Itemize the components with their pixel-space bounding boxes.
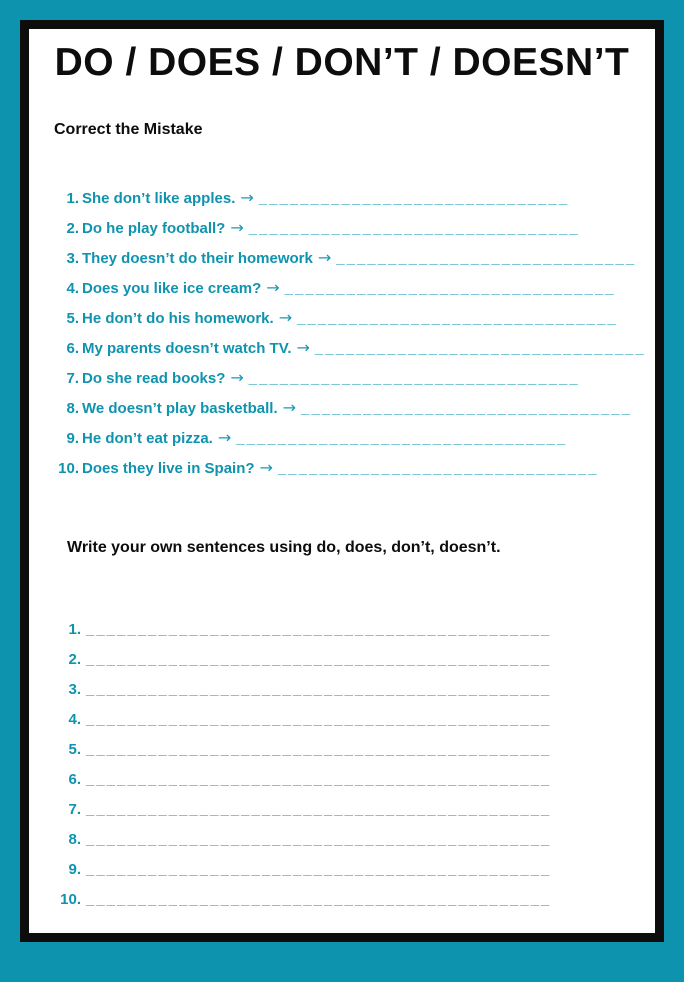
answer-blank-line[interactable]: _____________________________ [336, 250, 637, 267]
right-arrow-icon: → [259, 458, 273, 477]
page-title: DO / DOES / DON’T / DOESN’T [54, 41, 630, 84]
item-number: 6. [68, 771, 81, 788]
right-arrow-icon: → [266, 278, 280, 297]
correct-item-4 [53, 273, 631, 303]
answer-blank-line[interactable]: ______________________________ [258, 190, 570, 207]
sentence-blank-line[interactable]: _____________________________________________ [86, 771, 552, 788]
write-item-9 [53, 855, 631, 885]
answer-blank-line[interactable]: ________________________________ [284, 280, 616, 297]
item-sentence: My parents doesn’t watch TV. [82, 340, 292, 357]
sentence-blank-line[interactable]: _____________________________________________ [86, 741, 552, 758]
answer-blank-line[interactable]: ________________________________ [248, 370, 580, 387]
sentence-blank-line[interactable]: _____________________________________________ [86, 831, 552, 848]
item-sentence: Does you like ice cream? [82, 280, 262, 297]
item-number: 9. [66, 430, 79, 447]
sentence-blank-line[interactable]: _____________________________________________ [86, 891, 552, 908]
right-arrow-icon: → [230, 218, 244, 237]
right-arrow-icon: → [217, 428, 232, 447]
right-arrow-icon: → [240, 188, 254, 207]
correct-item-1 [53, 183, 631, 213]
sentence-blank-line[interactable]: _____________________________________________ [86, 651, 552, 668]
item-number: 9. [68, 861, 81, 878]
item-number: 7. [68, 801, 81, 818]
answer-blank-line[interactable]: ________________________________ [248, 220, 580, 237]
item-number: 10. [58, 460, 79, 477]
answer-blank-line[interactable]: ________________________________ [236, 430, 568, 447]
item-number: 5. [68, 741, 81, 758]
item-number: 8. [66, 400, 79, 417]
item-number: 2. [66, 220, 79, 237]
correct-item-8 [53, 393, 631, 423]
item-sentence: Do she read books? [82, 370, 226, 387]
correct-item-3 [53, 243, 637, 273]
item-sentence: Do he play football? [82, 220, 226, 237]
item-number: 4. [68, 711, 81, 728]
sentence-blank-line[interactable]: _____________________________________________ [86, 711, 552, 728]
write-item-6 [53, 765, 631, 795]
sentence-blank-line[interactable]: _____________________________________________ [86, 801, 552, 818]
write-item-5 [53, 735, 631, 765]
write-item-8 [53, 825, 631, 855]
item-number: 7. [66, 370, 79, 387]
item-sentence: We doesn’t play basketball. [82, 400, 278, 417]
write-item-3 [53, 675, 631, 705]
sentence-blank-line[interactable]: _____________________________________________ [86, 681, 552, 698]
item-sentence: She don’t like apples. [82, 190, 236, 207]
answer-blank-line[interactable]: _______________________________ [297, 310, 618, 327]
answer-blank-line[interactable]: _______________________________ [277, 460, 599, 477]
item-number: 3. [66, 250, 79, 267]
correct-item-7 [53, 363, 631, 393]
item-number: 2. [68, 651, 81, 668]
write-item-4 [53, 705, 631, 735]
right-arrow-icon: → [282, 398, 297, 417]
section-write-heading: Write your own sentences using do, does, don’t, doesn’t. [67, 539, 501, 556]
item-sentence: Does they live in Spain? [82, 460, 255, 477]
item-number: 1. [66, 190, 79, 207]
correct-item-2 [53, 213, 631, 243]
correct-item-9 [53, 423, 631, 453]
write-own-sentences-list [53, 615, 631, 915]
write-item-2 [53, 645, 631, 675]
item-sentence: He don’t do his homework. [82, 310, 274, 327]
correct-item-6 [53, 333, 646, 363]
answer-blank-line[interactable]: ________________________________ [301, 400, 632, 417]
right-arrow-icon: → [230, 368, 244, 387]
answer-blank-line[interactable]: ________________________________ [314, 340, 646, 357]
sentence-blank-line[interactable]: _____________________________________________ [86, 861, 552, 878]
correct-item-10 [53, 453, 631, 483]
item-number: 6. [66, 340, 79, 357]
item-number: 4. [66, 280, 79, 297]
item-sentence: They doesn’t do their homework [82, 250, 313, 267]
section-correct-heading: Correct the Mistake [54, 121, 203, 138]
right-arrow-icon: → [317, 248, 332, 267]
correct-the-mistake-list [53, 183, 646, 483]
sentence-blank-line[interactable]: _____________________________________________ [86, 621, 552, 638]
item-number: 3. [68, 681, 81, 698]
worksheet-page [20, 20, 664, 942]
item-sentence: He don’t eat pizza. [82, 430, 213, 447]
item-number: 8. [68, 831, 81, 848]
item-number: 1. [68, 621, 81, 638]
write-item-10 [53, 885, 631, 915]
item-number: 10. [60, 891, 81, 908]
right-arrow-icon: → [296, 338, 310, 357]
right-arrow-icon: → [278, 308, 293, 327]
correct-item-5 [53, 303, 631, 333]
item-number: 5. [66, 310, 79, 327]
write-item-1 [53, 615, 631, 645]
write-item-7 [53, 795, 631, 825]
